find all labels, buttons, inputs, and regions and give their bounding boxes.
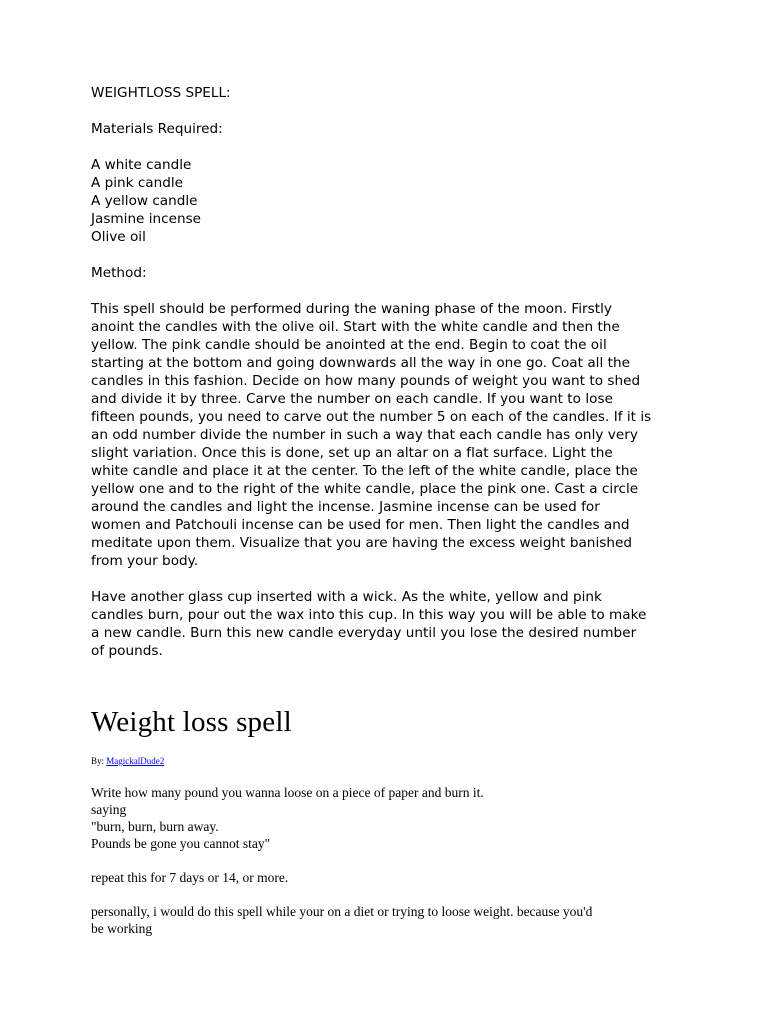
method-line: women and Patchouli incense can be used for men. Then light the candles and (91, 517, 630, 533)
material-item: A pink candle (91, 175, 184, 191)
method-line: fifteen pounds, you need to carve out the number 5 on each of the candles. If it is (91, 409, 652, 425)
closing-line: candles burn, pour out the wax into this cup. In this way you will be able to make (91, 607, 647, 623)
method-line: starting at the bottom and going downwards all the way in one go. Coat all the (91, 355, 630, 371)
method-label: Method: (91, 265, 147, 281)
note-line: personally, i would do this spell while your on a diet or trying to loose weight. because you'd (91, 904, 593, 919)
intro-text: Write how many pound you wanna loose on a piece of paper and burn it. (91, 785, 484, 800)
method-line: an odd number divide the number in such a way that each candle has only very (91, 427, 638, 443)
material-item: Olive oil (91, 229, 146, 245)
spacer (91, 852, 691, 869)
spacer (91, 102, 691, 120)
saying-text: saying (91, 802, 127, 817)
method-line: This spell should be performed during the waning phase of the moon. Firstly (91, 301, 612, 317)
method-line: yellow. The pink candle should be anointed at the end. Begin to coat the oil (91, 337, 607, 353)
spell-one-heading: WEIGHTLOSS SPELL: (91, 85, 231, 101)
spacer (91, 246, 691, 264)
method-line: slight variation. Once this is done, set up an altar on a flat surface. Light the (91, 445, 613, 461)
spell-one-section (91, 84, 691, 660)
material-item: A white candle (91, 157, 192, 173)
byline-label: By: (91, 756, 107, 766)
note-line: be working (91, 921, 153, 936)
author-link[interactable]: MagickalDude2 (106, 756, 165, 766)
method-line: candles in this fashion. Decide on how many pounds of weight you want to shed (91, 373, 641, 389)
closing-line: of pounds. (91, 643, 163, 659)
spell-two-section (91, 702, 691, 937)
repeat-text: repeat this for 7 days or 14, or more. (91, 870, 289, 885)
closing-line: Have another glass cup inserted with a wick. As the white, yellow and pink (91, 589, 602, 605)
materials-list (91, 156, 691, 246)
spacer (91, 570, 691, 588)
byline (91, 755, 691, 767)
closing-paragraph (91, 588, 691, 660)
spacer (91, 886, 691, 903)
material-item: Jasmine incense (91, 211, 202, 227)
method-paragraph (91, 300, 691, 570)
chant-line: Pounds be gone you cannot stay" (91, 836, 271, 851)
method-line: meditate upon them. Visualize that you are having the excess weight banished (91, 535, 633, 551)
method-line: and divide it by three. Carve the number on each candle. If you want to lose (91, 391, 613, 407)
material-item: A yellow candle (91, 193, 198, 209)
spell-two-title: Weight loss spell (91, 706, 292, 738)
chant-line: "burn, burn, burn away. (91, 819, 219, 834)
spacer (91, 282, 691, 300)
method-line: around the candles and light the incense. Jasmine incense can be used for (91, 499, 600, 515)
spacer (91, 138, 691, 156)
materials-label: Materials Required: (91, 121, 223, 137)
method-line: yellow one and to the right of the white candle, place the pink one. Cast a circle (91, 481, 639, 497)
method-line: white candle and place it at the center. To the left of the white candle, place the (91, 463, 638, 479)
spell-two-body (91, 784, 691, 937)
method-line: anoint the candles with the olive oil. Start with the white candle and then the (91, 319, 620, 335)
method-line: from your body. (91, 553, 199, 569)
closing-line: a new candle. Burn this new candle everyday until you lose the desired number (91, 625, 637, 641)
